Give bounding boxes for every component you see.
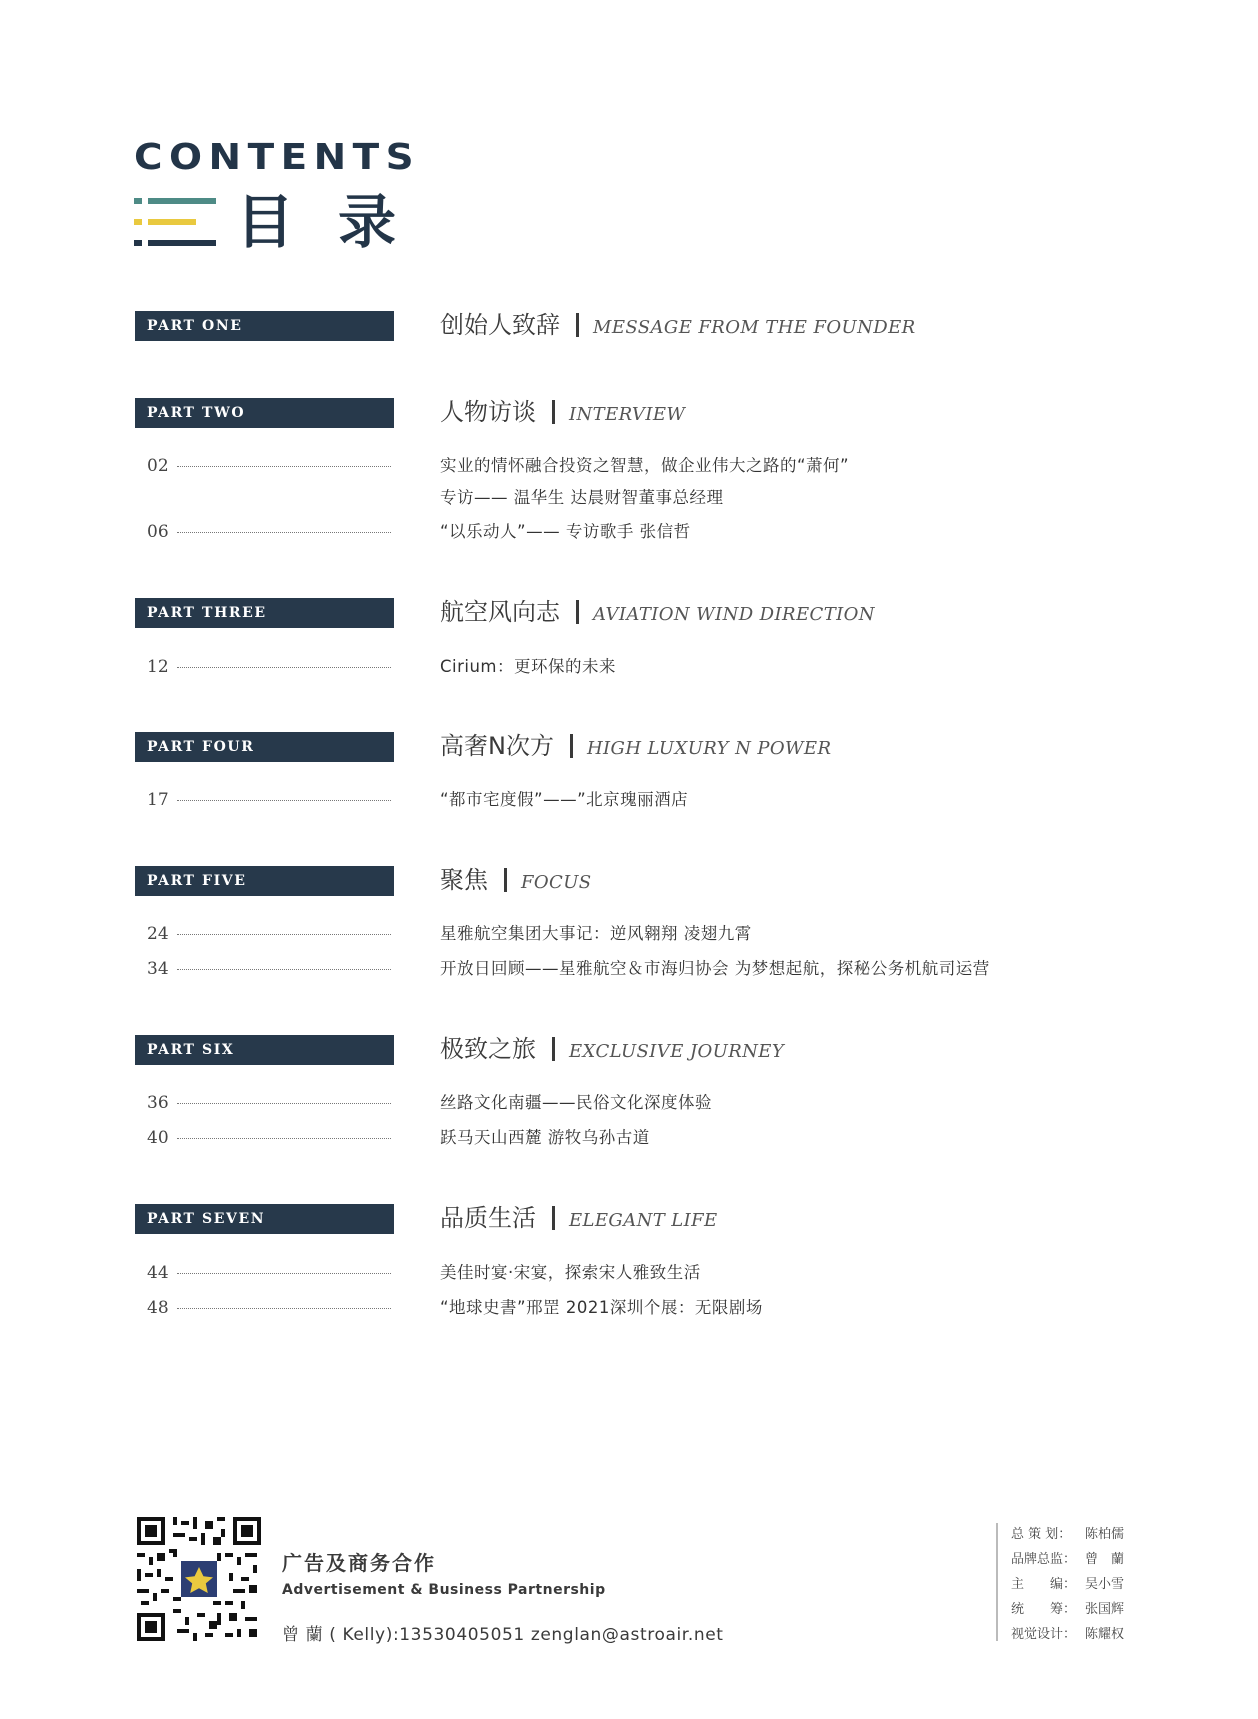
toc-entry[interactable]: 专访—— 温华生 达晨财智董事总经理	[440, 488, 724, 507]
credits-divider	[996, 1523, 998, 1641]
divider	[552, 400, 555, 424]
section-title-aviation	[440, 594, 875, 630]
dot-leader	[177, 1138, 391, 1139]
dot-leader	[177, 800, 391, 801]
divider	[576, 600, 579, 624]
divider	[576, 313, 579, 337]
part-one-label: PART ONE	[135, 311, 394, 341]
dot-leader	[177, 532, 391, 533]
page-number: 36	[147, 1093, 169, 1113]
dot-leader	[177, 466, 391, 467]
section-title-en: AVIATION WIND DIRECTION	[593, 604, 875, 625]
toc-entry[interactable]: 美佳时宴·宋宴，探索宋人雅致生活	[440, 1263, 701, 1282]
toc-page-row	[147, 454, 175, 478]
divider	[504, 868, 507, 892]
toc-entry[interactable]: Cirium：更环保的未来	[440, 657, 617, 676]
ad-title-en: Advertisement & Business Partnership	[282, 1582, 606, 1598]
part-two-label: PART TWO	[135, 398, 394, 428]
toc-entry[interactable]: 跃马天山西麓 游牧乌孙古道	[440, 1128, 650, 1147]
part-six-label: PART SIX	[135, 1035, 394, 1065]
mulu-title: 目录	[236, 188, 441, 256]
toc-page-row	[147, 1261, 175, 1285]
toc-page-row	[147, 520, 175, 544]
page-number: 24	[147, 924, 169, 944]
page-number: 48	[147, 1298, 169, 1318]
section-title-en: FOCUS	[521, 872, 592, 893]
page-number: 06	[147, 522, 169, 542]
dot-leader	[177, 969, 391, 970]
credit-name: 张国辉	[1085, 1602, 1125, 1617]
credit-role: 品牌总监：	[1011, 1552, 1077, 1567]
section-title-zh: 极致之旅	[440, 1035, 536, 1063]
credit-name: 吴小雪	[1085, 1577, 1125, 1592]
credit-row	[1011, 1622, 1211, 1647]
credit-role: 视觉设计：	[1011, 1627, 1077, 1642]
part-three-label: PART THREE	[135, 598, 394, 628]
credit-row	[1011, 1597, 1211, 1622]
section-title-en: EXCLUSIVE JOURNEY	[569, 1041, 785, 1062]
contact-info[interactable]: 曾 蘭 ( Kelly):13530405051 zenglan@astroair.net	[282, 1625, 724, 1645]
contents-title: CONTENTS	[134, 137, 421, 178]
toc-page-row	[147, 1126, 175, 1150]
divider	[552, 1206, 555, 1230]
credit-role: 主 编：	[1011, 1577, 1077, 1592]
page-number: 34	[147, 959, 169, 979]
section-title-en: MESSAGE FROM THE FOUNDER	[593, 317, 916, 338]
page-number: 12	[147, 657, 169, 677]
toc-page-row	[147, 922, 175, 946]
credit-row	[1011, 1572, 1211, 1597]
toc-page-row	[147, 1296, 175, 1320]
divider	[570, 734, 573, 758]
dot-leader	[177, 1103, 391, 1104]
section-title-founder	[440, 307, 916, 343]
section-title-focus	[440, 862, 592, 898]
part-five-label: PART FIVE	[135, 866, 394, 896]
stripes-icon	[134, 198, 216, 248]
section-title-zh: 品质生活	[440, 1204, 536, 1232]
page-number: 02	[147, 456, 169, 476]
page-number: 40	[147, 1128, 169, 1148]
toc-entry[interactable]: “以乐动人”—— 专访歌手 张信哲	[440, 522, 691, 541]
credit-role: 总 策 划：	[1011, 1527, 1072, 1542]
toc-entry[interactable]: 星雅航空集团大事记：逆风翱翔 凌翅九霄	[440, 924, 752, 943]
toc-page-row	[147, 957, 175, 981]
ad-title-zh: 广告及商务合作	[282, 1551, 436, 1575]
toc-page-row	[147, 788, 175, 812]
section-title-zh: 航空风向志	[440, 598, 560, 626]
section-title-interview	[440, 394, 685, 430]
dot-leader	[177, 934, 391, 935]
credit-name: 陈耀权	[1085, 1627, 1125, 1642]
section-title-zh: 高奢N次方	[440, 732, 554, 760]
section-title-zh: 创始人致辞	[440, 311, 560, 339]
dot-leader	[177, 667, 391, 668]
dot-leader	[177, 1308, 391, 1309]
toc-entry[interactable]: “都市宅度假”——”北京瑰丽酒店	[440, 790, 689, 809]
dot-leader	[177, 1273, 391, 1274]
credit-row	[1011, 1547, 1211, 1572]
divider	[552, 1037, 555, 1061]
qr-code-icon[interactable]	[137, 1517, 261, 1641]
section-title-en: ELEGANT LIFE	[569, 1210, 718, 1231]
page-number: 44	[147, 1263, 169, 1283]
section-title-en: HIGH LUXURY N POWER	[586, 738, 832, 759]
credit-row	[1011, 1522, 1211, 1547]
section-title-journey	[440, 1031, 784, 1067]
section-title-luxury	[440, 728, 831, 764]
section-title-zh: 人物访谈	[440, 398, 536, 426]
toc-entry[interactable]: “地球史書”邢罡 2021深圳个展：无限剧场	[440, 1298, 763, 1317]
credit-role: 统 筹：	[1011, 1602, 1077, 1617]
toc-page-row	[147, 655, 175, 679]
page-number: 17	[147, 790, 169, 810]
toc-page-row	[147, 1091, 175, 1115]
toc-entry[interactable]: 丝路文化南疆——民俗文化深度体验	[440, 1093, 712, 1112]
credit-name: 陈柏儒	[1085, 1527, 1125, 1542]
part-four-label: PART FOUR	[135, 732, 394, 762]
section-title-zh: 聚焦	[440, 866, 488, 894]
section-title-en: INTERVIEW	[569, 404, 686, 425]
toc-entry[interactable]: 开放日回顾——星雅航空＆市海归协会 为梦想起航，探秘公务机航司运营	[440, 959, 990, 978]
credits-list	[1011, 1522, 1211, 1647]
part-seven-label: PART SEVEN	[135, 1204, 394, 1234]
section-title-life	[440, 1200, 718, 1236]
toc-entry[interactable]: 实业的情怀融合投资之智慧，做企业伟大之路的“萧何”	[440, 456, 850, 475]
credit-name: 曾 蘭	[1085, 1552, 1125, 1567]
